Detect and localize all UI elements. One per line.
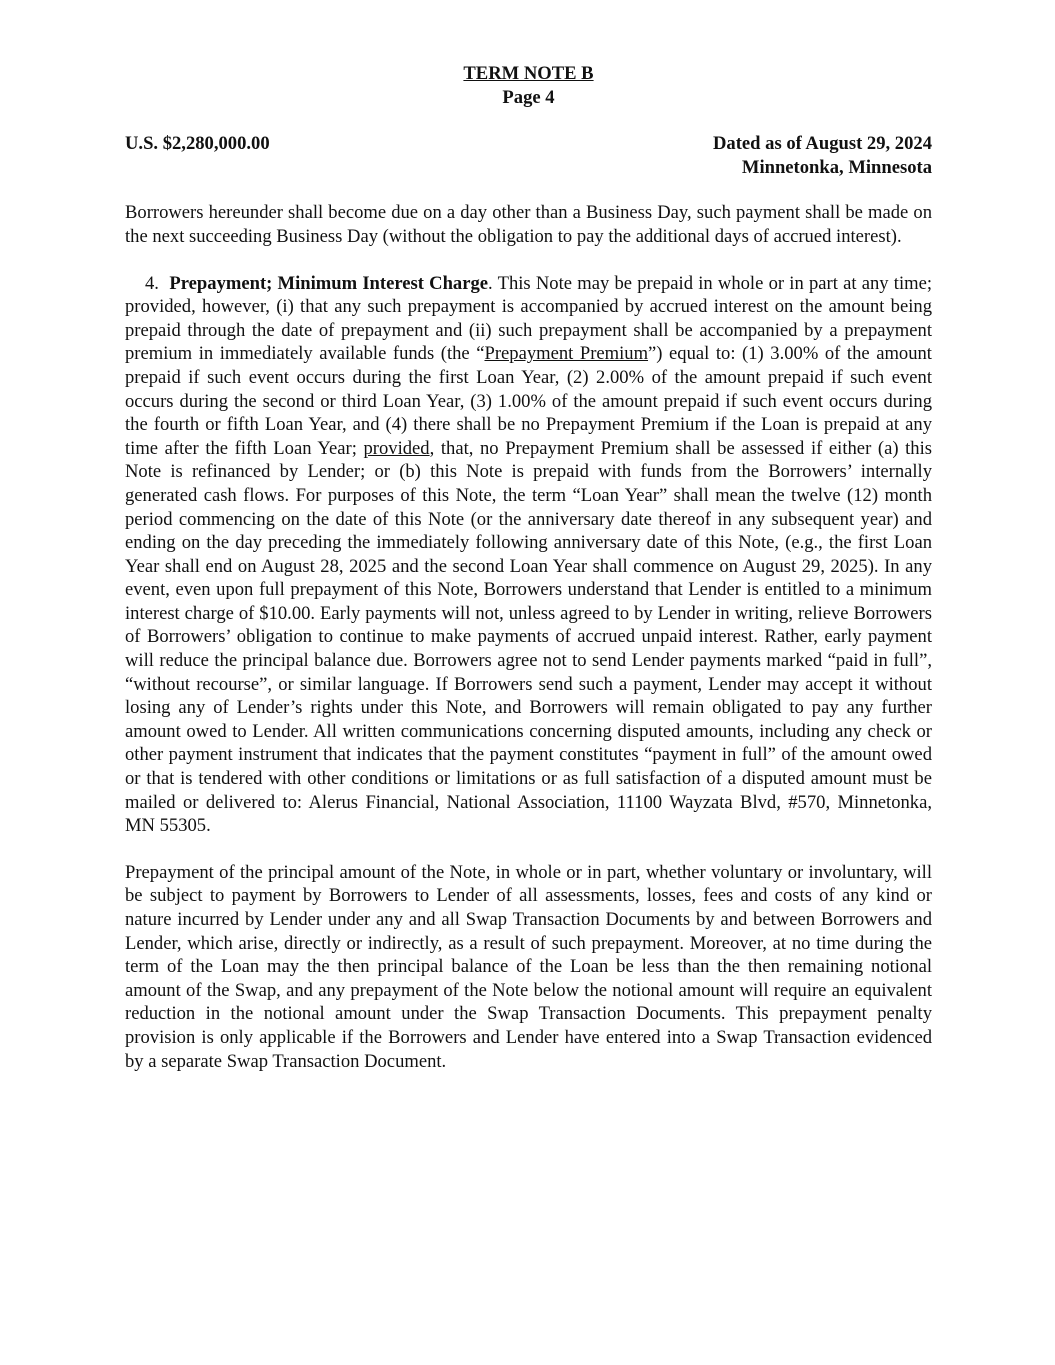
- note-amount: U.S. $2,280,000.00: [125, 133, 270, 155]
- paragraph-swap: Prepayment of the principal amount of the Note, in whole or in part, whether voluntary or involuntary, will be subject to payment by Borrowers to Lender of all assessments, losses, fees and costs of any kind or nature incurred by Lender under any and all Swap Transaction Documents by and between Borrowers and Lender, which arise, directly or indirectly, as a result of such prepayment. Moreover, at no time during the term of the Loan may the then principal balance of the Loan be less than the then remaining notional amount of the Swap, and any prepayment of the Note below the notional amount will require an equivalent reduction in the notional amount under the Swap Transaction Documents. This prepayment penalty provision is only applicable if the Borrowers and Lender have entered into a Swap Transaction evidenced by a separate Swap Transaction Document.: [125, 861, 932, 1072]
- note-location: Minnetonka, Minnesota: [741, 156, 932, 178]
- prepayment-text-a: . This Note may be prepaid in whole or in part at any time; provided, however, (i) that any such prepayment is accompanied by accrued interest on the amount being prepaid through the date of prepayment and (ii) such prepayment shall be accompanied by a prepayment premium in immediately available funds (the “: [125, 272, 933, 365]
- note-date-location: [713, 132, 932, 179]
- note-meta: [125, 132, 932, 179]
- paragraph-prepayment: [125, 272, 932, 838]
- prepayment-text-c: , that, no Prepayment Premium shall be assessed if either (a) this Note is refinanced by Lender; or (b) this Note is prepaid with funds from the Borrowers’ internally generated cash flows. For purposes of this Note, the term “Loan Year” shall mean the twelve (12) month period commencing on the date of this Note (or the anniversary date thereof in any subsequent year) and ending on the day preceding the immediately following anniversary date of this Note, (e.g., the first Loan Year shall end on August 28, 2025 and the second Loan Year shall commence on August 29, 2025). In any event, even upon full prepayment of this Note, Borrowers understand that Lender is entitled to a minimum interest charge of $10.00. Early payments will not, unless agreed to by Lender in writing, relieve Borrowers of Borrowers’ obligation to continue to make payments of accrued unpaid interest. Rather, early payment will reduce the principal balance due. Borrowers agree not to send Lender payments marked “paid in full”, “without recourse”, or similar language. If Borrowers send such a payment, Lender may accept it without losing any of Lender’s rights under this Note, and Borrowers will remain obligated to pay any further amount owed to Lender. All written communications concerning disputed amounts, including any check or other payment instrument that indicates that the payment constitutes “payment in full” of the amount owed or that is tendered with other conditions or limitations or as full satisfaction of a disputed amount must be mailed or delivered to: Alerus Financial, National Association, 11100 Wayzata Blvd, #570, Minnetonka, MN 55305.: [125, 437, 932, 837]
- provided-term: provided: [363, 437, 430, 459]
- prepayment-text-b: ”) equal to: (1) 3.00% of the amount prepaid if such event occurs during the first Loan Year, (2) 2.00% of the amount prepaid if such event occurs during the second or third Loan Year, (3) 1.00% of the amount prepaid if such event occurs during the fourth or fifth Loan Year, and (4) there shall be no Prepayment Premium if the Loan is prepaid at any time after the fifth Loan Year;: [125, 343, 932, 459]
- note-date: Dated as of August 29, 2024: [712, 133, 932, 155]
- section-heading: Prepayment; Minimum Interest Charge: [169, 272, 489, 294]
- document-title: TERM NOTE B: [463, 63, 594, 84]
- document-page: [125, 62, 932, 1073]
- page-number: Page 4: [502, 86, 555, 108]
- section-number: 4.: [145, 272, 159, 294]
- defined-term-prepayment-premium: Prepayment Premium: [484, 343, 649, 365]
- paragraph-business-day: Borrowers hereunder shall become due on a day other than a Business Day, such payment shall be made on the next succeeding Business Day (without the obligation to pay the additional days of accrued interest).: [125, 202, 932, 247]
- document-header: [125, 62, 932, 109]
